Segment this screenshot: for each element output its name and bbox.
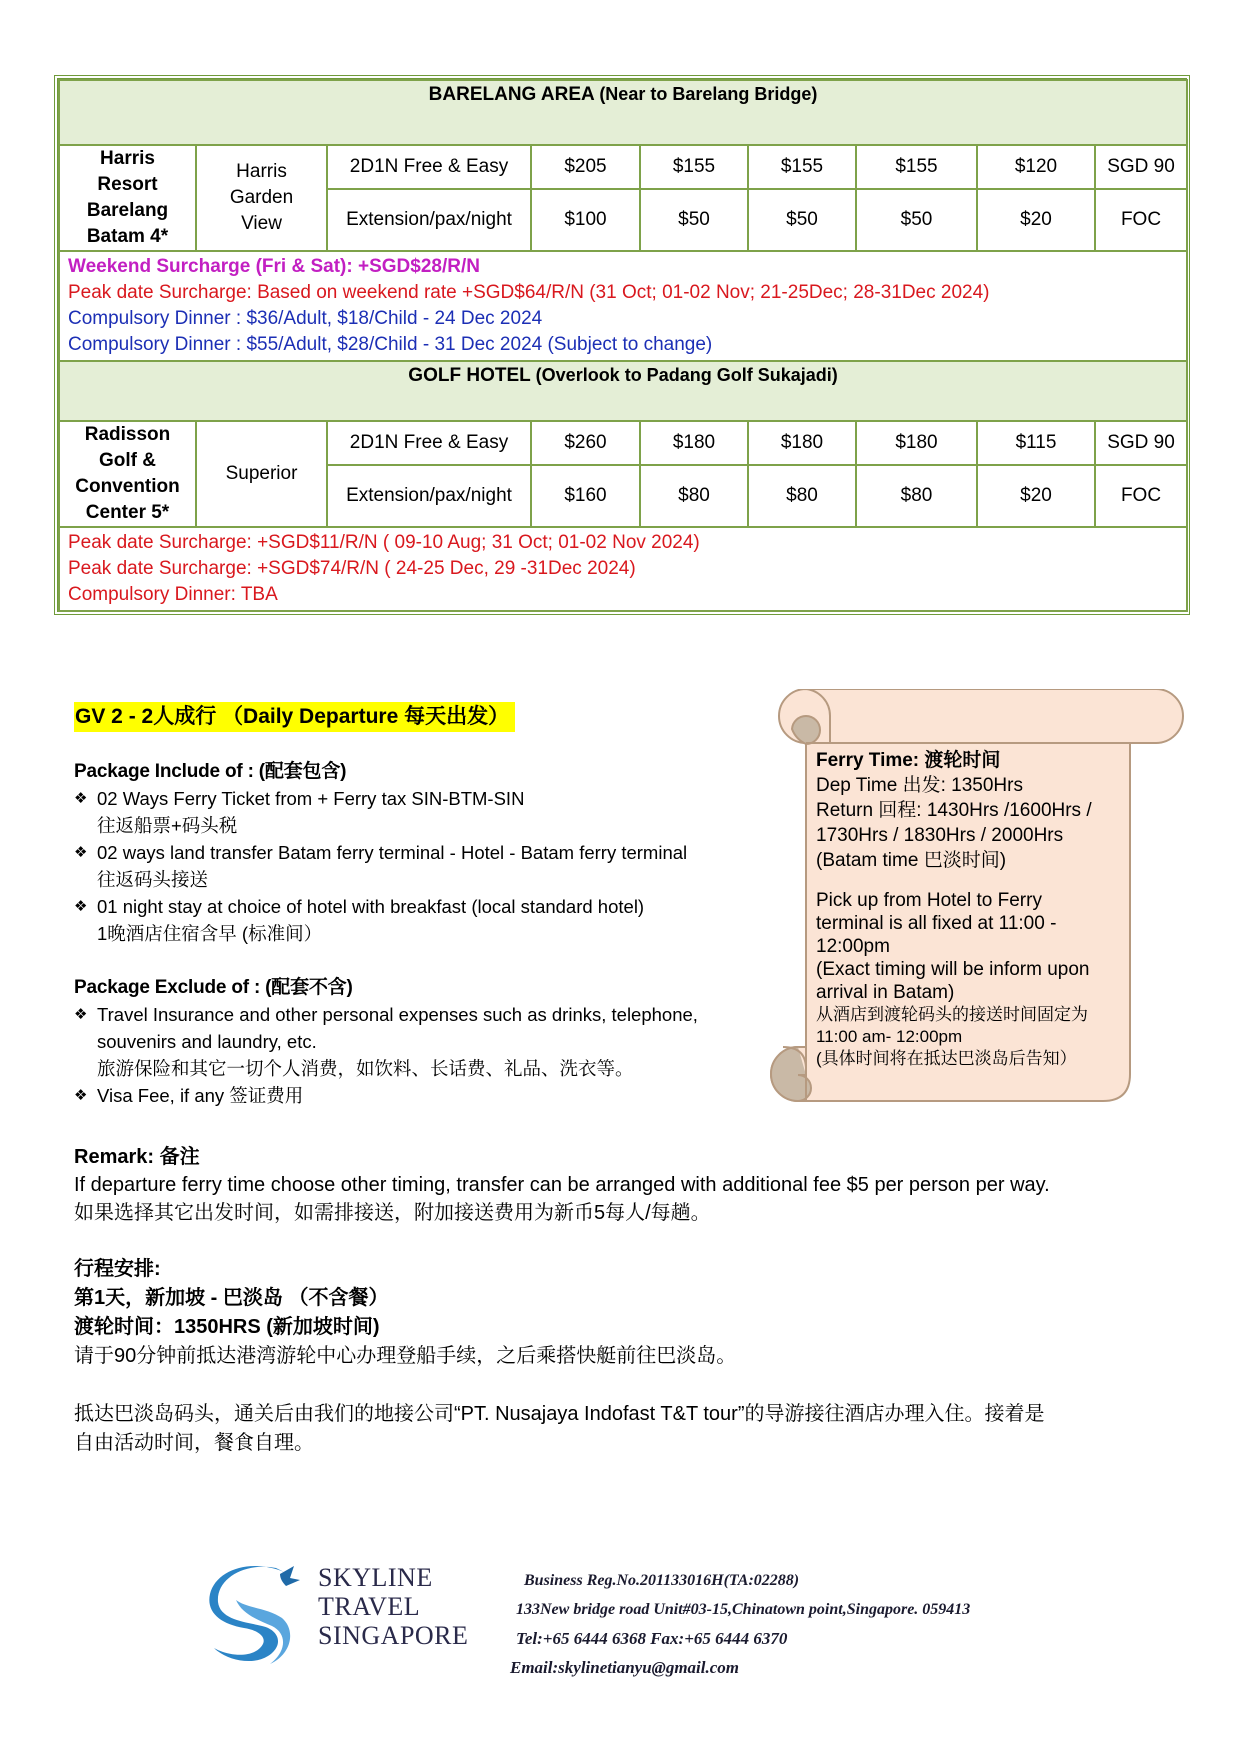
include-heading: Package Include of : (配套包含) (74, 761, 347, 782)
rate-cell: $155 (748, 145, 856, 189)
rate-cell: $120 (977, 145, 1095, 189)
barelang-room-type: Harris Garden View (196, 145, 327, 251)
rate-cell: $80 (640, 465, 748, 527)
rate-row-label: Extension/pax/night (327, 189, 531, 251)
list-item: ❖ Travel Insurance and other personal expenses such as drinks, telephone, souvenirs and laundry, etc. 旅游保险和其它一切个人消费，如饮料、长话费、礼品、洗衣等。 (74, 1001, 774, 1082)
remark-heading: Remark: 备注 (74, 1146, 200, 1168)
rate-cell: $180 (640, 421, 748, 465)
barelang-heading: BARELANG AREA (428, 84, 595, 105)
package-details (74, 758, 774, 1109)
rate-row-label: 2D1N Free & Easy (327, 145, 531, 189)
list-item: ❖ 02 Ways Ferry Ticket from + Ferry tax SIN-BTM-SIN 往返船票+码头税 (74, 785, 774, 839)
itinerary-paragraph: 抵达巴淡岛码头，通关后由我们的地接公司“PT. Nusajaya Indofast T&T tour”的导游接往酒店办理入住。接着是 (74, 1403, 1045, 1425)
pickup-line: terminal is all fixed at 11:00 - (816, 913, 1057, 934)
itinerary-ferry-time: 渡轮时间：1350HRS (新加坡时间) (74, 1316, 380, 1338)
compulsory-dinner-note: Compulsory Dinner : $36/Adult, $18/Child - 24 Dec 2024 (68, 308, 543, 329)
rate-cell: $115 (977, 421, 1095, 465)
rate-cell: $155 (640, 145, 748, 189)
pickup-line: 12:00pm (816, 936, 890, 957)
rate-cell: $260 (531, 421, 640, 465)
pickup-zh-line: 从酒店到渡轮码头的接送时间固定为 (816, 1005, 1088, 1024)
rate-cell: $100 (531, 189, 640, 251)
peak-surcharge-note: Peak date Surcharge: +SGD$11/R/N ( 09-10 Aug; 31 Oct; 01-02 Nov 2024) (68, 532, 700, 553)
rate-cell: $80 (748, 465, 856, 527)
golf-section-header (59, 361, 1187, 421)
barelang-hotel-name: Harris Resort Barelang Batam 4* (59, 145, 196, 251)
itinerary-heading: 行程安排: (74, 1258, 161, 1280)
ferry-time-line: Dep Time 出发: 1350Hrs (816, 775, 1023, 796)
pickup-zh-line: 11:00 am- 12:00pm (816, 1027, 963, 1046)
diamond-bullet-icon: ❖ (74, 790, 88, 807)
rate-cell: FOC (1095, 189, 1187, 251)
rate-cell: $155 (856, 145, 977, 189)
rate-cell: $205 (531, 145, 640, 189)
list-item: ❖ Visa Fee, if any 签证费用 (74, 1082, 774, 1109)
rate-row-label: 2D1N Free & Easy (327, 421, 531, 465)
rate-row-label: Extension/pax/night (327, 465, 531, 527)
compulsory-dinner-note: Compulsory Dinner: TBA (68, 584, 278, 605)
include-list (74, 785, 774, 947)
pickup-zh-line: (具体时间将在抵达巴淡岛后告知） (816, 1049, 1077, 1068)
compulsory-dinner-note: Compulsory Dinner : $55/Adult, $28/Child - 31 Dec 2024 (Subject to change) (68, 334, 713, 355)
rate-cell: $20 (977, 189, 1095, 251)
golf-subheading: (Overlook to Padang Golf Sukajadi) (535, 365, 838, 385)
remark-section (74, 1143, 1184, 1227)
ferry-time-line: (Batam time 巴淡时间) (816, 850, 1007, 871)
rate-cell: $50 (640, 189, 748, 251)
company-contact (510, 1566, 971, 1682)
barelang-notes (59, 251, 1187, 361)
diamond-bullet-icon: ❖ (74, 1006, 88, 1023)
remark-zh: 如果选择其它出发时间，如需排接送，附加接送费用为新币5每人/每趟。 (74, 1202, 711, 1224)
exclude-heading: Package Exclude of : (配套不含) (74, 977, 353, 998)
peak-surcharge-note: Peak date Surcharge: Based on weekend rate +SGD$64/R/N (31 Oct; 01-02 Nov; 21-25Dec; 28-31Dec 2024) (68, 282, 990, 303)
golf-heading: GOLF HOTEL (408, 365, 531, 386)
barelang-section-header (59, 80, 1187, 145)
skyline-logo-icon (206, 1560, 306, 1670)
rate-cell: $180 (856, 421, 977, 465)
rate-cell: $180 (748, 421, 856, 465)
rate-cell: $20 (977, 465, 1095, 527)
rate-cell: FOC (1095, 465, 1187, 527)
golf-notes (59, 527, 1187, 611)
barelang-subheading: (Near to Barelang Bridge) (599, 84, 818, 104)
weekend-surcharge-note: Weekend Surcharge (Fri & Sat): +SGD$28/R/N (68, 256, 480, 277)
company-phone-fax: Tel:+65 6444 6368 Fax:+65 6444 6370 (516, 1629, 788, 1648)
rate-cell: $80 (856, 465, 977, 527)
ferry-time-title: Ferry Time: 渡轮时间 (816, 750, 1001, 771)
pickup-line: Pick up from Hotel to Ferry (816, 890, 1042, 911)
business-reg: Business Reg.No.201133016H(TA:02288) (524, 1572, 800, 1589)
rate-table-frame (54, 75, 1190, 615)
brand-name: SKYLINE TRAVEL SINGAPORE (318, 1563, 469, 1650)
diamond-bullet-icon: ❖ (74, 844, 88, 861)
rate-cell: $50 (748, 189, 856, 251)
package-title: GV 2 - 2人成行 （Daily Departure 每天出发） (74, 702, 515, 732)
golf-hotel-name: Radisson Golf & Convention Center 5* (59, 421, 196, 527)
list-item: ❖ 01 night stay at choice of hotel with breakfast (local standard hotel) 1晚酒店住宿含早 (标准间） (74, 893, 774, 947)
ferry-time-line: Return 回程: 1430Hrs /1600Hrs / (816, 800, 1092, 821)
pickup-line: (Exact timing will be inform upon (816, 959, 1090, 980)
company-address: 133New bridge road Unit#03-15,Chinatown point,Singapore. 059413 (516, 1601, 971, 1618)
rate-cell: $160 (531, 465, 640, 527)
itinerary-paragraph: 自由活动时间，餐食自理。 (74, 1432, 314, 1454)
rate-cell: $50 (856, 189, 977, 251)
rate-cell: SGD 90 (1095, 421, 1187, 465)
itinerary-day-title: 第1天，新加坡 - 巴淡岛 （不含餐） (74, 1287, 389, 1309)
list-item: ❖ 02 ways land transfer Batam ferry terminal - Hotel - Batam ferry terminal 往返码头接送 (74, 839, 774, 893)
diamond-bullet-icon: ❖ (74, 1087, 88, 1104)
golf-room-type: Superior (196, 421, 327, 527)
exclude-list (74, 1001, 774, 1109)
remark-en: If departure ferry time choose other timing, transfer can be arranged with additional fee $5 per person per way. (74, 1174, 1050, 1196)
diamond-bullet-icon: ❖ (74, 898, 88, 915)
itinerary-section (74, 1255, 1184, 1458)
itinerary-paragraph: 请于90分钟前抵达港湾游轮中心办理登船手续，之后乘搭快艇前往巴淡岛。 (74, 1345, 737, 1367)
company-email: Email:skylinetianyu@gmail.com (510, 1658, 740, 1677)
rate-cell: SGD 90 (1095, 145, 1187, 189)
rate-table (58, 79, 1188, 612)
peak-surcharge-note: Peak date Surcharge: +SGD$74/R/N ( 24-25 Dec, 29 -31Dec 2024) (68, 558, 636, 579)
ferry-time-text (816, 748, 1136, 1070)
pickup-line: arrival in Batam) (816, 982, 955, 1003)
ferry-time-line: 1730Hrs / 1830Hrs / 2000Hrs (816, 825, 1064, 846)
